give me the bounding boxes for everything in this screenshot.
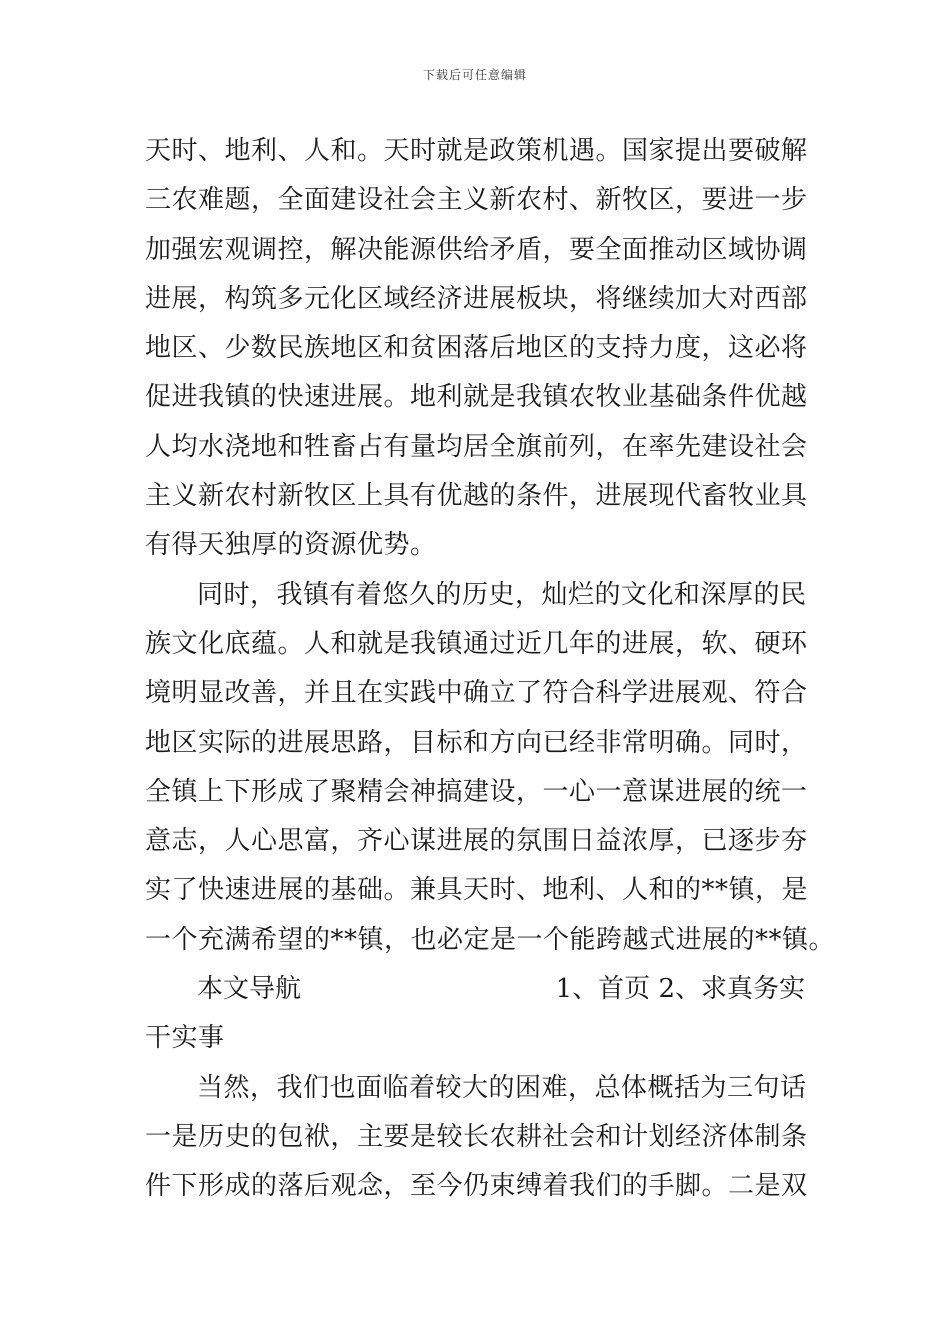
text-line: 一个充满希望的**镇，也必定是一个能跨越式进展的**镇。	[145, 924, 836, 955]
text-line: 有得天独厚的资源优势。	[145, 530, 437, 561]
page-header-note: 下载后可任意编辑	[422, 68, 527, 82]
text-line: 境明显改善，并且在实践中确立了符合科学进展观、符合	[145, 678, 808, 709]
nav-label: 本文导航	[197, 974, 302, 1005]
text-line: 地区、少数民族地区和贫困落后地区的支持力度，这必将	[145, 333, 808, 364]
text-line: 进展，构筑多元化区域经济进展板块，将继续加大对西部	[145, 283, 808, 314]
text-line: 件下形成的落后观念，至今仍束缚着我们的手脚。二是双	[145, 1171, 808, 1202]
paragraph-3	[145, 1064, 808, 1212]
text-line: 主义新农村新牧区上具有优越的条件，进展现代畜牧业具	[145, 481, 808, 512]
text-line: 人均水浇地和牲畜占有量均居全旗前列，在率先建设社会	[145, 431, 808, 462]
text-line: 全镇上下形成了聚精会神搞建设，一心一意谋进展的统一	[145, 776, 808, 807]
text-line: 意志，人心思富，齐心谋进展的氛围日益浓厚，已逐步夯	[145, 826, 808, 857]
document-body	[145, 127, 836, 1212]
text-line: 地区实际的进展思路，目标和方向已经非常明确。同时，	[145, 727, 808, 758]
nav-links-wrap[interactable]: 干实事	[145, 1023, 225, 1054]
article-navigation	[145, 965, 805, 1064]
text-line: 三农难题，全面建设社会主义新农村、新牧区，要进一步	[145, 185, 808, 216]
paragraph-1	[145, 127, 808, 571]
text-line: 当然，我们也面临着较大的困难，总体概括为三句话	[197, 1072, 807, 1103]
text-line: 加强宏观调控，解决能源供给矛盾，要全面推动区域协调	[145, 234, 808, 265]
text-line: 族文化底蕴。人和就是我镇通过近几年的进展，软、硬环	[145, 628, 808, 659]
text-line: 实了快速进展的基础。兼具天时、地利、人和的**镇，是	[145, 875, 809, 906]
nav-links[interactable]: 1、首页 2、求真务实	[555, 974, 805, 1005]
paragraph-2	[145, 571, 836, 965]
text-line: 同时，我镇有着悠久的历史，灿烂的文化和深厚的民	[197, 579, 807, 610]
text-line: 一是历史的包袱，主要是较长农耕社会和计划经济体制条	[145, 1121, 808, 1152]
nav-row	[145, 965, 805, 1014]
text-line: 促进我镇的快速进展。地利就是我镇农牧业基础条件优越	[145, 382, 808, 413]
text-line: 天时、地利、人和。天时就是政策机遇。国家提出要破解	[145, 136, 808, 166]
